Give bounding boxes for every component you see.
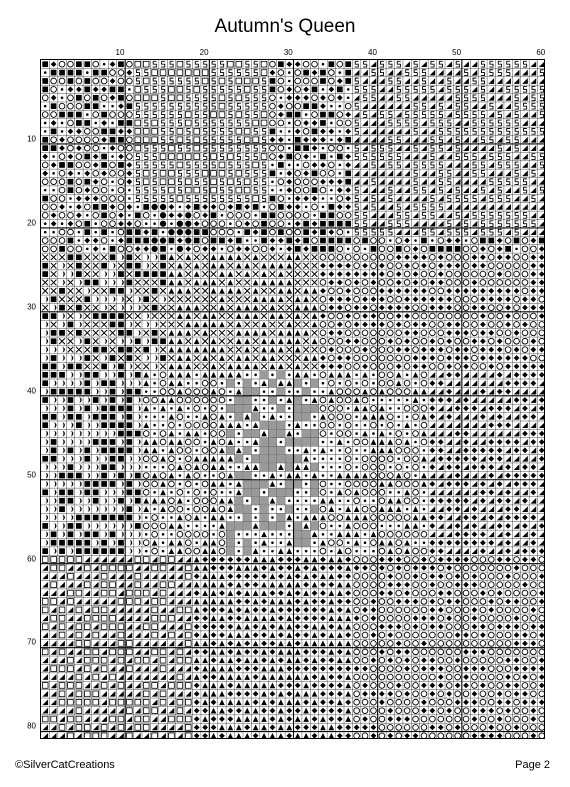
page-title: Autumn's Queen xyxy=(214,16,356,37)
grid-lines xyxy=(41,60,545,739)
column-label-20: 20 xyxy=(199,48,209,57)
column-label-30: 30 xyxy=(283,48,293,57)
row-label-60: 60 xyxy=(27,554,36,563)
column-label-40: 40 xyxy=(368,48,377,57)
copyright-text: ©SilverCatCreations xyxy=(15,759,115,771)
page-number: Page 2 xyxy=(515,759,550,771)
column-label-60: 60 xyxy=(536,48,546,57)
row-label-20: 20 xyxy=(27,218,36,228)
column-label-10: 10 xyxy=(115,48,125,57)
row-label-40: 40 xyxy=(27,386,36,396)
row-label-30: 30 xyxy=(27,302,36,312)
column-label-50: 50 xyxy=(452,48,462,57)
row-label-70: 70 xyxy=(27,637,36,647)
row-label-50: 50 xyxy=(27,470,36,480)
row-label-80: 80 xyxy=(27,721,36,731)
row-label-10: 10 xyxy=(27,134,36,144)
symbol-grid-svg xyxy=(41,60,545,739)
cross-stitch-chart-grid xyxy=(40,59,545,739)
